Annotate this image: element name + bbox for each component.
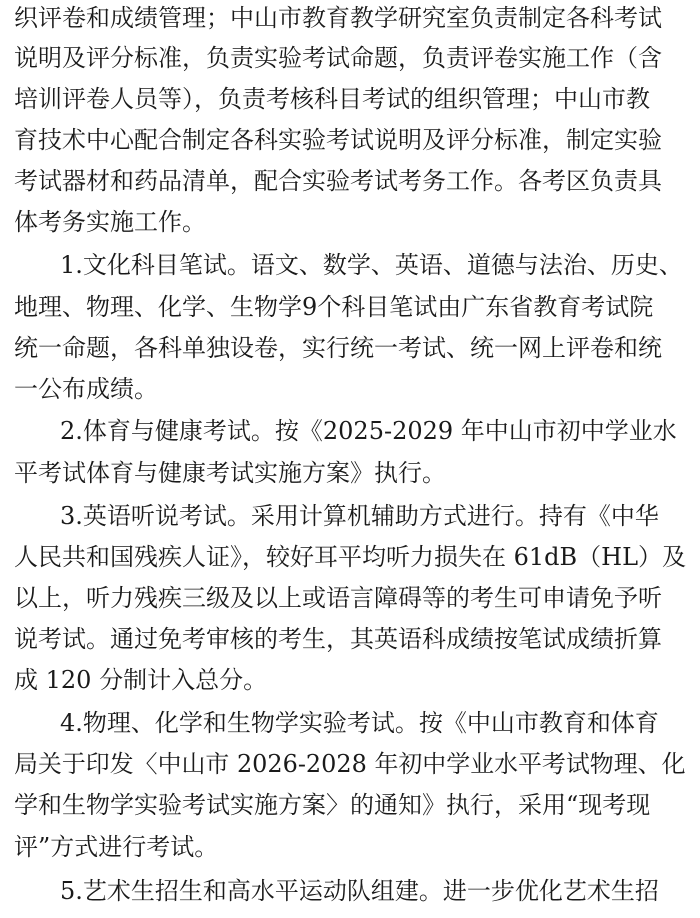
text-line: 培训评卷人员等），负责考核科目考试的组织管理；中山市教 [14,85,650,113]
text-line: 以上，听力残疾三级及以上或语言障碍等的考生可申请免予听 [14,584,662,612]
text-line: 地理、物理、化学、生物学9个科目笔试由广东省教育考试院 [14,293,654,321]
text-line: 织评卷和成绩管理；中山市教育教学研究室负责制定各科考试 [14,4,662,32]
text-line: 考试器材和药品清单，配合实验考试考务工作。各考区负责具 [14,167,662,195]
text-line: 统一命题，各科单独设卷，实行统一考试、统一网上评卷和统 [14,334,662,362]
text-line: 评”方式进行考试。 [14,833,219,861]
text-line: 平考试体育与健康考试实施方案》执行。 [14,459,446,487]
text-line: 学和生物学实验考试实施方案〉的通知》执行，采用“现考现 [14,791,651,819]
text-line: 一公布成绩。 [14,375,158,403]
text-line: 人民共和国残疾人证》，较好耳平均听力损失在 61dB（HL）及 [14,543,687,571]
text-line: 说明及评分标准，负责实验考试命题，负责评卷实施工作（含 [14,44,662,72]
paragraph-first-line: 1.文化科目笔试。语文、数学、英语、道德与法治、历史、 [60,251,683,279]
text-line: 说考试。通过免考审核的考生，其英语科成绩按笔试成绩折算 [14,625,662,653]
text-line: 育技术中心配合制定各科实验考试说明及评分标准，制定实验 [14,126,662,154]
text-line: 局关于印发〈中山市 2026-2028 年初中学业水平考试物理、化 [14,750,686,778]
paragraph-first-line: 2.体育与健康考试。按《2025-2029 年中山市初中学业水 [60,417,677,445]
paragraph-first-line: 5.艺术生招生和高水平运动队组建。进一步优化艺术生招 [60,877,659,905]
paragraph-first-line: 4.物理、化学和生物学实验考试。按《中山市教育和体育 [60,709,659,737]
text-line: 体考务实施工作。 [14,208,206,236]
text-line: 成 120 分制计入总分。 [14,666,268,694]
paragraph-first-line: 3.英语听说考试。采用计算机辅助方式进行。持有《中华 [60,502,659,530]
